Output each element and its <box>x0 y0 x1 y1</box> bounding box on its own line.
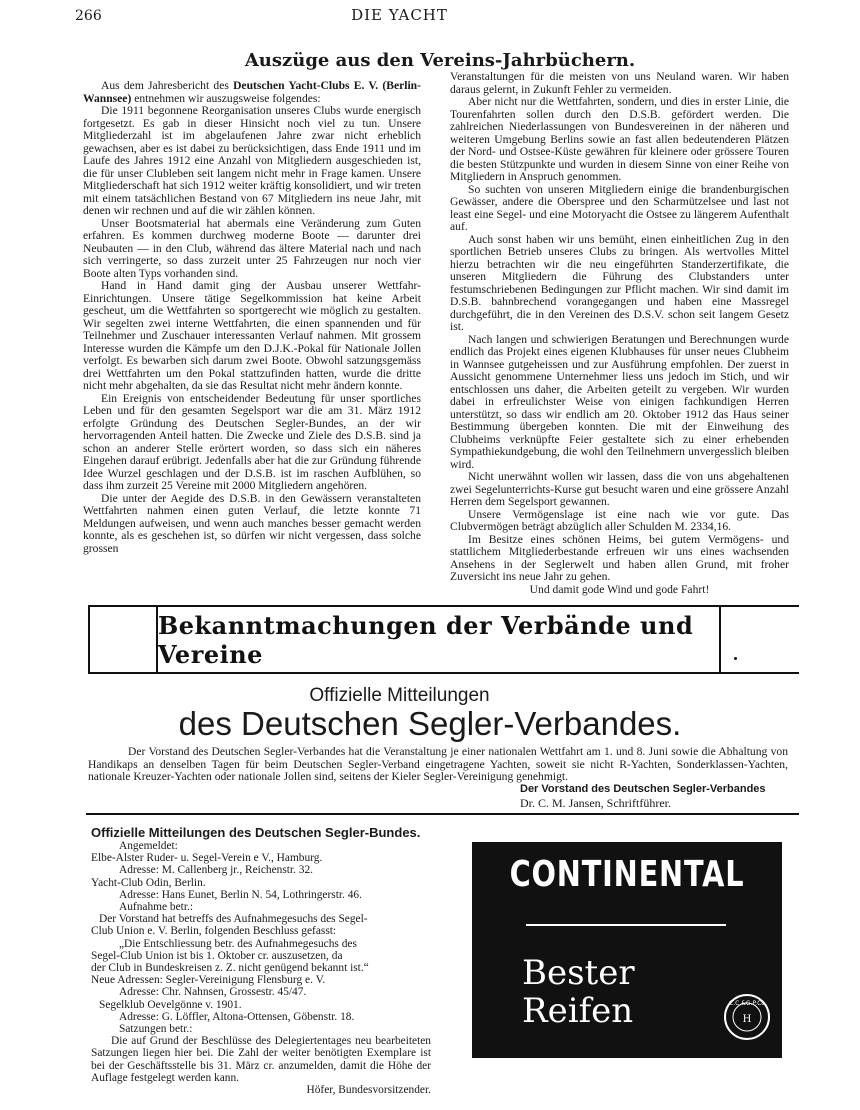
bund-line: der Club in Bundeskreisen z. Z. nicht genügend bekannt ist.“ <box>91 962 369 975</box>
bund-line: Aufnahme betr.: <box>119 901 194 914</box>
ad-seal-icon <box>722 992 772 1042</box>
bund-line: Adresse: G. Löffler, Altona-Ottensen, Göbenstr. 18. <box>119 1010 355 1023</box>
bund-line: Yacht-Club Odin, Berlin. <box>91 876 206 889</box>
dsv-announcement-text: Der Vorstand des Deutschen Segler-Verbandes hat die Veranstaltung je einer nationalen Wettfahrt am 1. und 8. Juni sowie die Abhaltung von Handikaps an denselben Tagen für beim Deutschen Segler-Verband eingetragene Yachten, soweit sie nicht R-Yachten, Sonderklassen-Yachten, nationale Kreuzer-Yachten oder nationale Jollen sind, seitens der Kieler Segler-Vereinigung genehmigt. <box>88 745 788 783</box>
ad-slogan-line-2: Reifen <box>522 991 634 1031</box>
bund-closing-signature: Höfer, Bundesvorsitzender. <box>306 1084 431 1097</box>
bund-line: Angemeldet: <box>119 840 178 852</box>
article-paragraph: Und damit gode Wind und gode Fahrt! <box>529 582 710 596</box>
article-paragraph: Auch sonst haben wir uns bemüht, einen einheitlichen Zug in den sportlichen Betrieb unseres Clubs zu bringen. Als wertvolles Mittel hierzu betrachten wir die neu eingeführten Standerzertifikate, die unseren Mitgliedern die Führung des Clubstanders unter festumschriebenen Bedingungen zur Pflicht machen. Wir sind damit im D.S.B. bahnbrechend vorangegangen und haben eine Massregel durchgeführt, die in den Vereinen des D.S.V. schon seit langem Gesetz ist. <box>450 232 789 333</box>
article-paragraph: Die 1911 begonnene Reorganisation unseres Clubs wurde energisch fortgesetzt. Es gab in dieser Hinsicht noch viel zu tun. Unsere Mitgliederzahl ist im abgelaufenen Jahre zwar nicht erheblich gewachsen, aber es ist dabei zu berücksichtigen, dass Ende 1911 und im Laufe des Jahres 1912 eine Anzahl von Mitgliedern ausgeschieden ist, die für unser Clubleben seit langem nicht mehr in Frage kamen. Unsere Mitgliederschaft hat sich 1912 weiter kräftig konsolidiert, und wir treten mit einem tatsächlichen Bestand von 67 Mitgliedern ins neue Jahr, mit denen wir rechnen und auf die wir zählen können. <box>83 104 421 217</box>
article-paragraph: Im Besitze eines schönen Heims, bei gutem Vermögens- und stattlichem Mitgliederbestande erfreuen wir uns eines wachsenden Ansehens in der Seglerwelt und haben allen Grund, mit froher Zuversicht ins neue Jahr zu gehen. <box>450 532 789 583</box>
article-paragraph: Aber nicht nur die Wettfahrten, sondern, und dies in erster Linie, die Tourenfahrten sollen durch den D.S.B. gefördert werden. Die zahlreichen Niederlassungen von Bundesvereinen in der näheren und weiteren Umgebung Berlins sowie an fast allen bedeutenderen Plätzen der Nord- und Ostsee-Küste gewähren für kleinere oder grössere Touren die besten Stützpunkte und wurden in diesem Sinne von einer Reihe von Mitgliedern in Anspruch genommen. <box>450 95 789 183</box>
bund-title: Offizielle Mitteilungen des Deutschen Segler-Bundes. <box>91 825 421 840</box>
section-divider <box>86 813 799 815</box>
bund-lines <box>91 840 431 1035</box>
ad-seal-letter: H <box>742 1014 752 1025</box>
bund-body <box>91 840 431 1096</box>
ad-slogan-line-1: Bester <box>522 953 635 993</box>
ad-divider <box>526 924 726 926</box>
article-paragraph: Veranstaltungen für die meisten von uns Neuland waren. Wir haben daraus gelernt, in Zukunft Fehler zu vermeiden. <box>450 70 789 96</box>
bund-line: Elbe-Alster Ruder- u. Segel-Verein e V., Hamburg. <box>91 852 323 865</box>
dsv-signature-name: Dr. C. M. Jansen, Schriftführer. <box>520 796 671 810</box>
banner <box>156 605 721 674</box>
page-number: 266 <box>75 8 102 24</box>
article-paragraph: Aus dem Jahresbericht des Deutschen Yacht-Clubs E. V. (Berlin-Wannsee) entnehmen wir auszugsweise folgendes: <box>83 79 421 105</box>
article-paragraph: Nicht unerwähnt wollen wir lassen, dass die von uns abgehaltenen zwei Segelunterrichts-Kurse gut besucht waren und eine grössere Anzahl Herren dem Segelsport gewannen. <box>450 470 789 508</box>
article-paragraph: So suchten von unseren Mitgliedern einige die brandenburgischen Gewässer, andere die Oberspree und den Scharmützelsee und last not least eine Segel- und eine Motoryacht die Ostsee zu längerem Aufenthalt auf. <box>450 182 789 233</box>
bund-line: Adresse: Chr. Nahnsen, Grossestr. 45/47. <box>119 986 307 999</box>
article-right-column <box>450 70 789 596</box>
bund-line: „Die Entschliessung betr. des Aufnahmegesuchs des <box>119 937 357 950</box>
continental-advertisement <box>472 842 782 1058</box>
bund-closing: Die auf Grund der Beschlüsse des Delegiertentages neu bearbeiteten Satzungen liegen hier bei. Die Zahl der weiter benötigten Exemplare ist bei der Geschäftsstelle bis 31. März cr. anzumelden, damit die Höhe der Auflage festgelegt werden kann. <box>91 1035 431 1084</box>
article-paragraph: Unser Bootsmaterial hat abermals eine Veränderung zum Guten erfahren. Es kommen durchweg moderne Boote — darunter drei Neubauten — in den Club, während das ältere Material nach und nach sich verringerte, so dass zurzeit unter 25 Fahrzeugen nur noch vier Boote alten Typs vorhanden sind. <box>83 216 421 280</box>
ad-brand: CONTINENTAL <box>509 854 745 895</box>
bund-line: Segelklub Oevelgönne v. 1901. <box>99 998 242 1011</box>
bund-line: Segel-Club Union ist bis 1. Oktober cr. auszusetzen, da <box>91 949 343 962</box>
article-paragraph: Hand in Hand damit ging der Ausbau unserer Wettfahr-Einrichtungen. Unsere tätige Segelkommission hat keine Arbeit gescheut, um die Wettfahrten so sportgerecht wie möglich zu gestalten. Wir segelten zwei interne Wettfahrten, die einen spannenden und für Teilnehmer und Zuschauer interessanten Verlauf nahmen. Mit grossem Interesse wurden die Kämpfe um den D.J.K.-Pokal für Nationale Jollen verfolgt. Es bewarben sich darum zwei Boote. Obwohl satzungsgemäss drei Wettfahrten um den Pokal stattzufinden hatten, wurde die dritte nicht mehr abgehalten, da sie das Resultat nicht mehr ändern konnte. <box>83 279 421 392</box>
decorative-dot <box>734 657 737 660</box>
bund-line: Neue Adressen: Segler-Vereinigung Flensburg e. V. <box>91 974 326 987</box>
bund-line: Adresse: Hans Eunet, Berlin N. 54, Lothringerstr. 46. <box>119 888 362 901</box>
article-paragraph: Die unter der Aegide des D.S.B. in den Gewässern veranstalteten Wettfahrten nahmen einen guten Verlauf, die letzte konnte 71 Meldungen aufweisen, und wenn auch manches besser gemacht werden konnte, als es geschehen ist, so dürfen wir nicht vergessen, dass solche grossen <box>83 491 421 555</box>
official-subtitle: Offizielle Mitteilungen <box>309 685 490 706</box>
official-title: des Deutschen Segler-Verbandes. <box>178 705 682 742</box>
article-paragraph: Nach langen und schwierigen Beratungen und Berechnungen wurde endlich das Projekt eines eigenen Klubhauses für unser neues Clubheim in Wannsee gutgeheissen und zur Ausführung empfohlen. Der zuerst in Aussicht genommene Unternehmer liess uns jedoch im Stich, und wir entschlossen uns daher, die Arbeiten geteilt zu vergeben. Wir wurden dabei in erfreulichster Weise von einigen fachkundigen Herren unterstützt, so dass wir endlich am 20. Oktober 1912 das Haus seiner Bestimmung übergeben konnten. Die mit der Einweihung des Clubheims verknüpfte Feier gestaltete sich zu einer erhebenden Sympathiekundgebung, die wohl den Teilnehmern unvergesslich bleiben wird. <box>450 332 789 471</box>
ad-slogan <box>522 954 635 1030</box>
article-left-column <box>83 80 421 587</box>
journal-title: DIE YACHT <box>351 6 448 24</box>
bund-line: Der Vorstand hat betreffs des Aufnahmegesuchs des Segel- <box>99 913 368 926</box>
ad-seal-text: C.C.&G.P.Co <box>729 1000 765 1007</box>
banner-text: Bekanntmachungen der Verbände und Vereine <box>158 610 694 669</box>
dsv-signature-org: Der Vorstand des Deutschen Segler-Verbandes <box>520 783 766 795</box>
dsv-announcement <box>88 746 788 784</box>
bund-line: Adresse: M. Callenberg jr., Reichenstr. 32. <box>119 864 314 877</box>
article-paragraph: Unsere Vermögenslage ist eine nach wie vor gute. Das Clubvermögen beträgt abzüglich aller Schulden M. 2334,16. <box>450 507 789 533</box>
article-paragraph: Ein Ereignis von entscheidender Bedeutung für unser sportliches Leben und für den gesamten Segelsport war die am 31. März 1912 erfolgte Gründung des Deutschen Segler-Bundes, an der wir hervorragenden Anteil hatten. Die Zwecke und Ziele des D.S.B. sind ja schon an anderer Stelle erörtert worden, so dass sich ein näheres Eingehen darauf erübrigt. Jedenfalls aber hat die zur Gründung führende Idee Wurzel geschlagen und der D.S.B. ist im raschen Aufblühen, so dass ihm zurzeit 25 Vereine mit 2000 Mitgliedern angehören. <box>83 391 421 492</box>
bund-line: Club Union e. V. Berlin, folgenden Beschluss gefasst: <box>91 925 337 938</box>
bund-line: Satzungen betr.: <box>119 1023 193 1036</box>
article-title: Auszüge aus den Vereins-Jahrbüchern. <box>244 50 636 71</box>
